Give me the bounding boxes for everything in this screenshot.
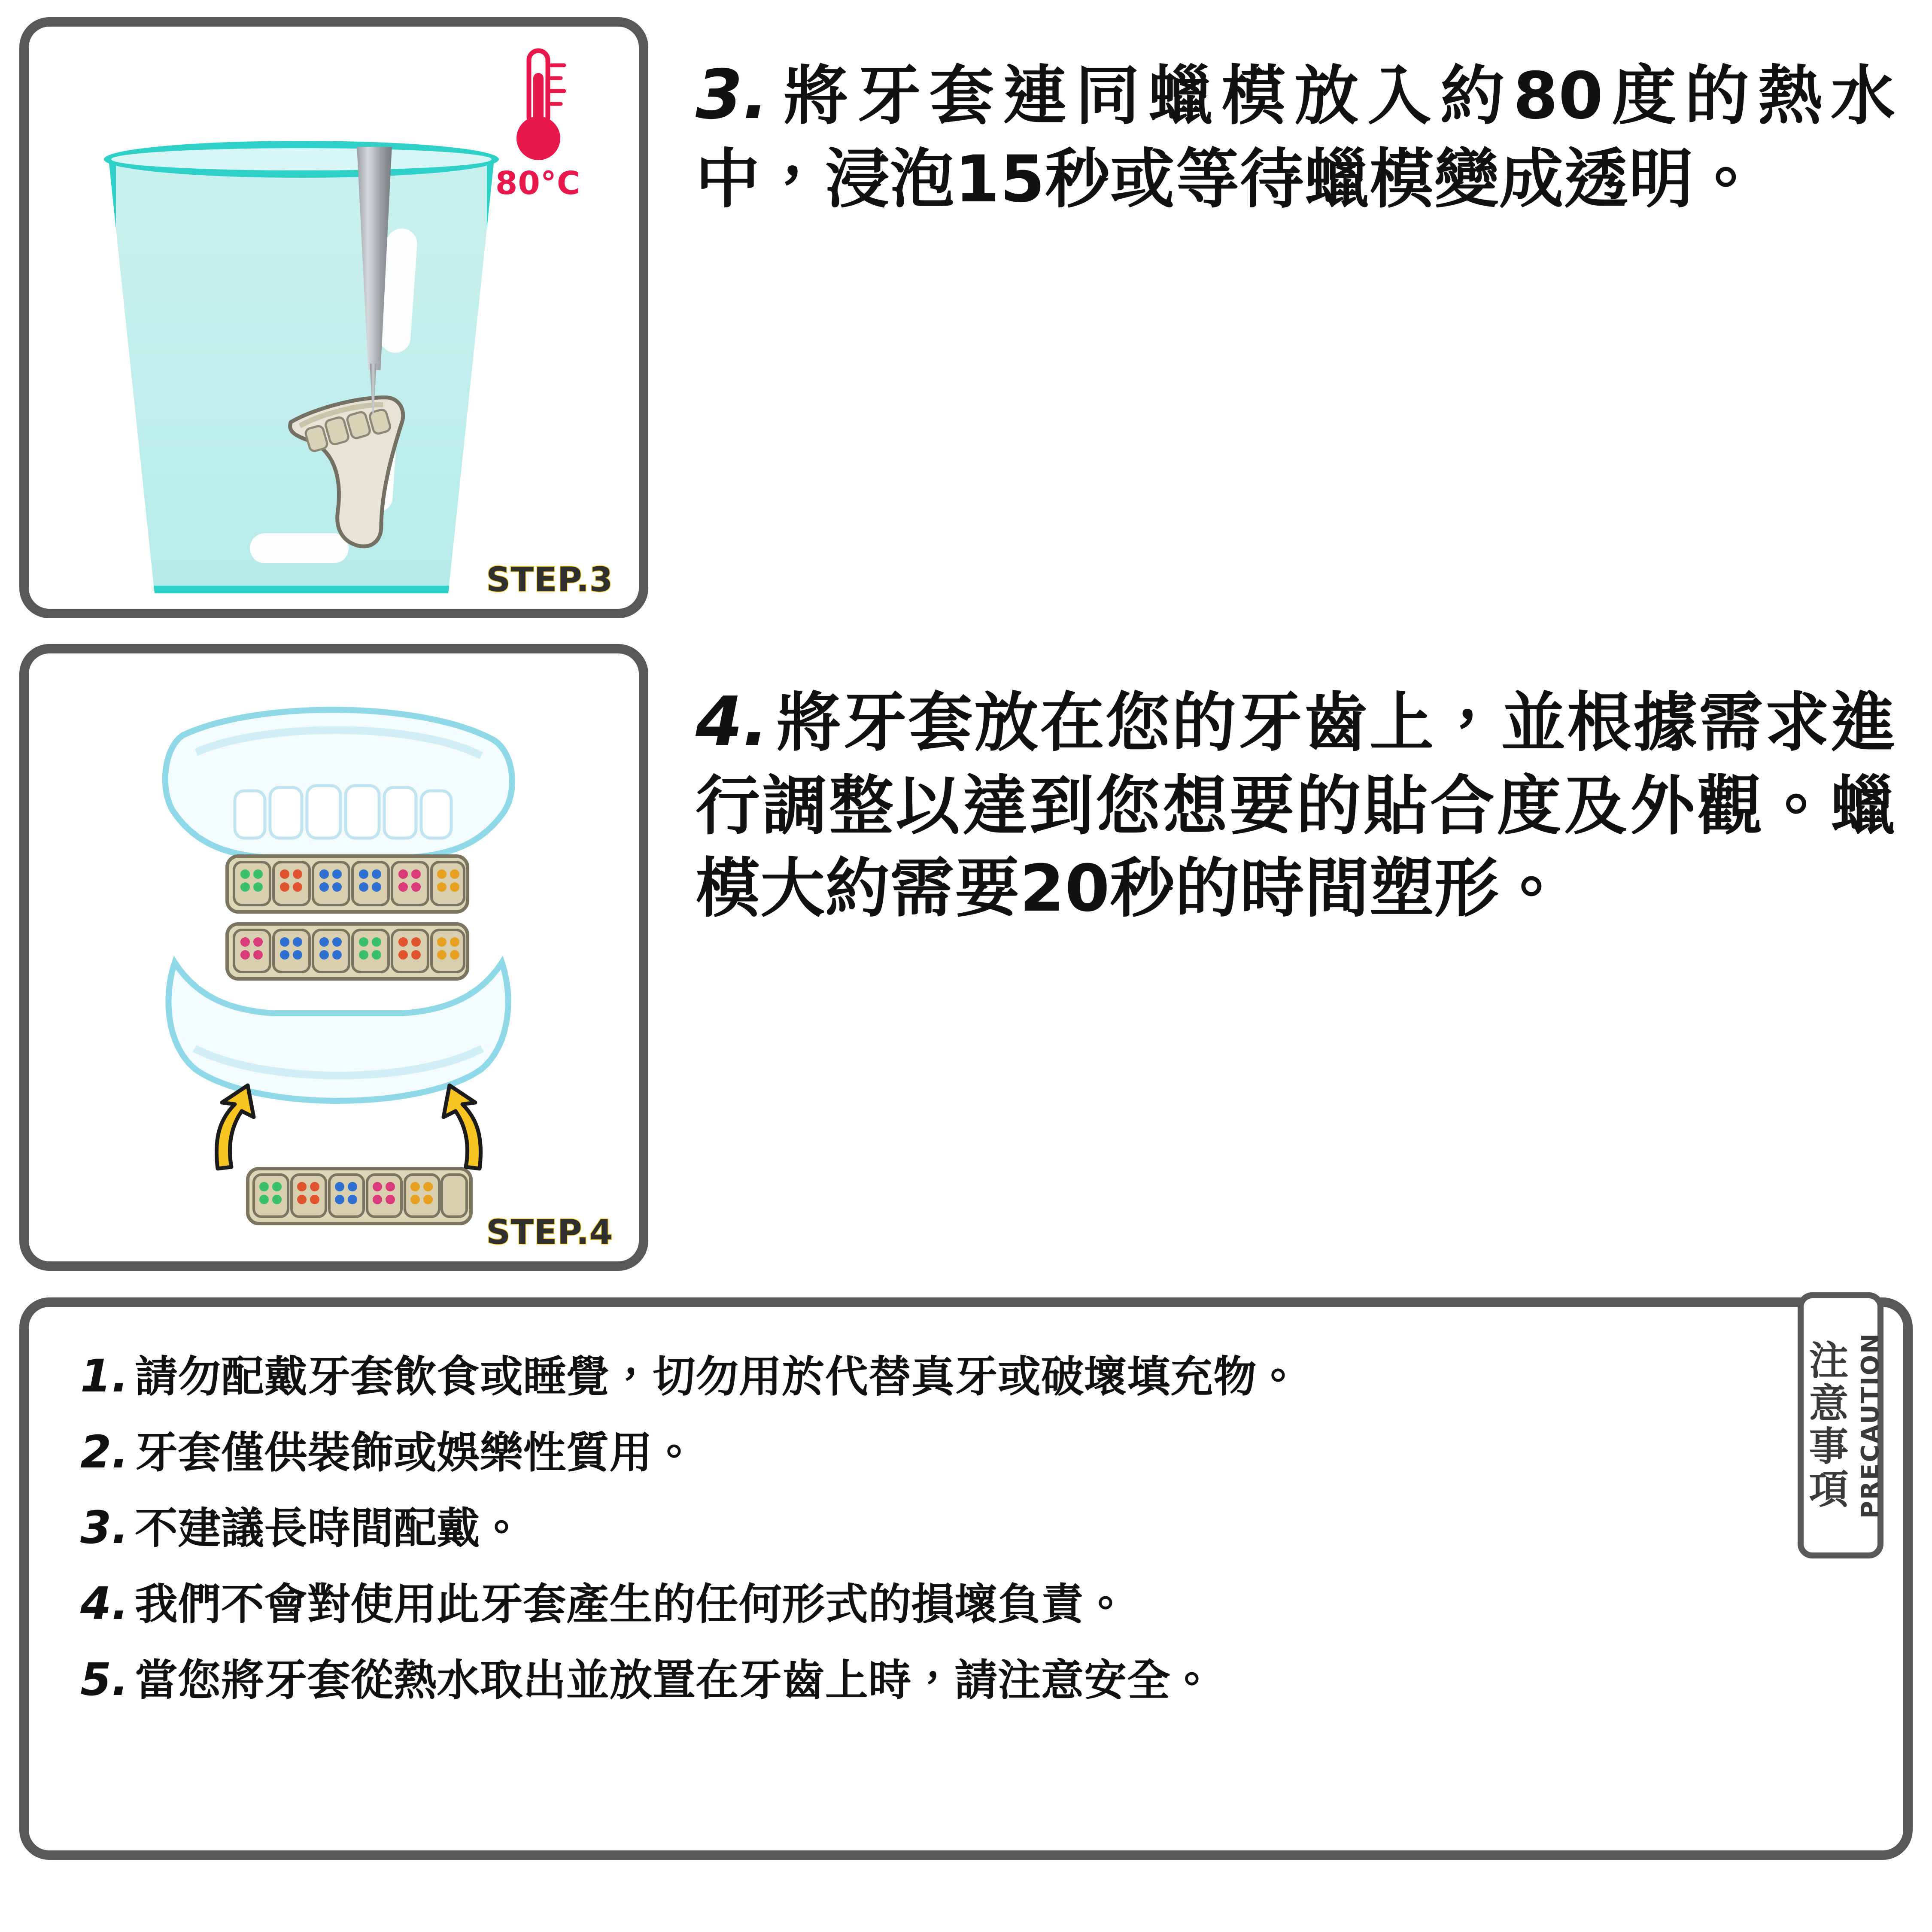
precaution-item-number: 1. [80,1350,129,1402]
precaution-item-number: 2. [80,1425,129,1478]
teeth-model-svg [33,662,643,1263]
step-4-figure [19,644,648,1271]
step-4-text-block [648,644,1913,930]
step-3-text-block [648,17,1913,221]
grillz-lower-attached-icon [227,924,468,979]
tweezers-icon [349,147,400,379]
list-item [80,1653,1852,1706]
step-3-number: 3. [696,55,769,134]
step-4-body: 將牙套放在您的牙齒上，並根據需求進行調整以達到您想要的貼合度及外觀。蠟模大約需要20秒的時間塑形。 [696,686,1896,927]
step-3-caption: STEP.3 [486,561,613,599]
precaution-item-number: 3. [80,1501,129,1554]
grillz-bottom-icon [248,1169,471,1224]
precaution-badge-en: PRECAUTION [1856,1332,1884,1519]
upper-teeth-model [165,710,512,858]
precaution-badge-zh: 注意事項 [1802,1340,1849,1511]
list-item [80,1426,1852,1479]
precaution-item-text: 請勿配戴牙套飲食或睡覺，切勿用於代替真牙或破壞填充物。 [134,1352,1300,1402]
precaution-item-text: 當您將牙套從熱水取出並放置在牙齒上時，請注意安全。 [134,1655,1214,1705]
glass-illustration [29,27,639,609]
precaution-item-text: 不建議長時間配戴。 [134,1503,523,1554]
precaution-panel [19,1297,1913,1860]
list-item [80,1577,1852,1630]
precaution-item-number: 4. [80,1577,129,1630]
water-glass [108,155,495,593]
step-3-body: 將牙套連同蠟模放入約80度的熱水中，浸泡15秒或等待蠟模變成透明。 [696,59,1896,217]
step-4-caption: STEP.4 [486,1213,613,1252]
grillz-top-icon [227,856,468,912]
precaution-item-number: 5. [80,1653,129,1706]
step-3-figure [19,17,648,618]
precaution-list [80,1350,1852,1706]
list-item [80,1350,1852,1403]
thermometer-icon [489,47,587,206]
step-4-number: 4. [696,682,769,761]
glass-rim [104,141,499,178]
up-arrow-icon [216,1085,254,1169]
up-arrow-icon [444,1085,481,1169]
temperature-label: 80°C [495,165,581,202]
step-4-row [19,644,1913,1271]
teeth-illustration [29,653,639,1261]
precaution-badge [1798,1292,1883,1558]
precaution-item-text: 牙套僅供裝飾或娛樂性質用。 [134,1427,696,1478]
lower-teeth-model [168,963,508,1101]
precaution-item-text: 我們不會對使用此牙套產生的任何形式的損壞負責。 [134,1579,1127,1630]
list-item [80,1501,1852,1554]
step-3-row [19,17,1913,618]
